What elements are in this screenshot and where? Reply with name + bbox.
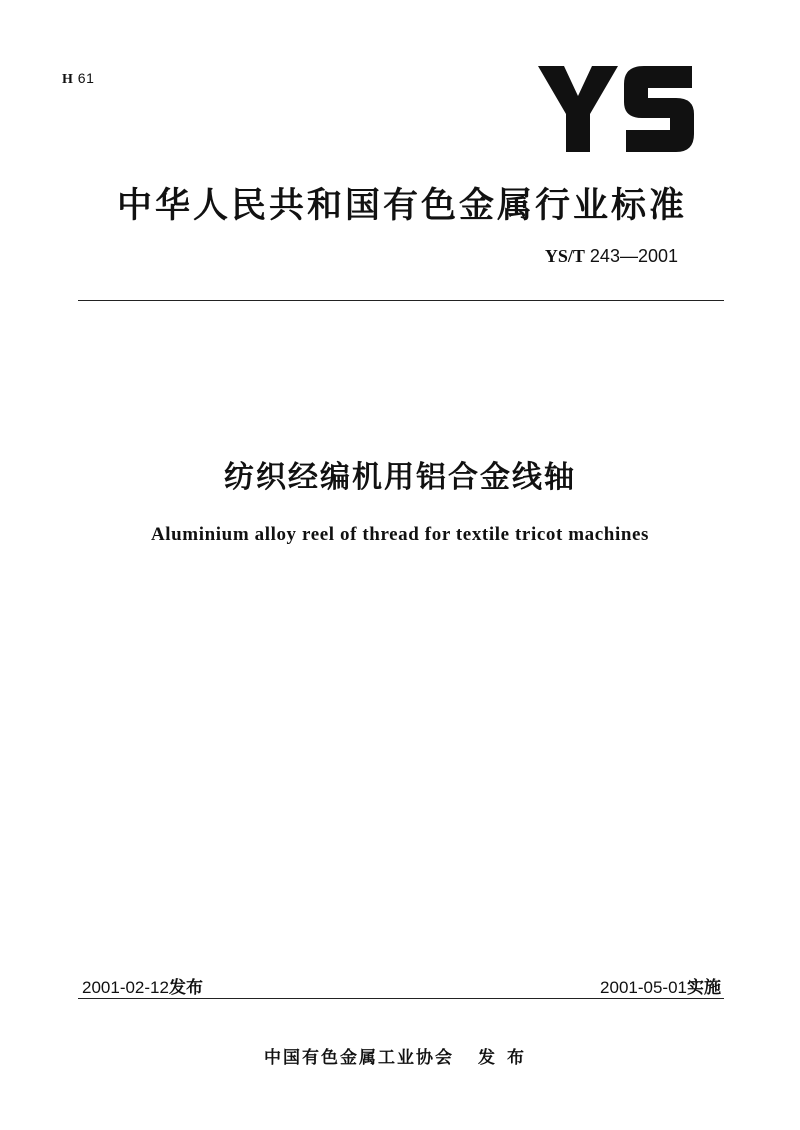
logo-text [538, 156, 539, 157]
classification-code-number: 61 [77, 70, 95, 86]
implementation-label: 实施 [687, 978, 721, 998]
issue-label: 发布 [168, 978, 203, 998]
issue-date-line [82, 973, 203, 998]
ys-logo [538, 62, 698, 156]
ys-logo-graphic [538, 62, 698, 156]
footer-divider [78, 998, 724, 999]
implementation-date: 2001-05-01 [600, 978, 687, 997]
header-divider [78, 300, 724, 301]
standard-number-rest: 243—2001 [589, 246, 678, 266]
publisher-action: 发布 [478, 1048, 536, 1068]
standard-category-title: 中华人民共和国有色金属行业标准 [116, 186, 687, 226]
publisher-name: 中国有色金属工业协会 [264, 1048, 454, 1068]
document-title-english: Aluminium alloy reel of thread for textile tricot machines [150, 524, 650, 545]
standard-number-prefix: YS/T [544, 246, 585, 266]
document-title-chinese: 纺织经编机用铝合金线轴 [224, 460, 576, 495]
classification-code-prefix: H [62, 72, 74, 87]
implementation-date-line [600, 973, 721, 998]
standard-number [545, 246, 678, 267]
classification-code [62, 70, 94, 88]
publisher-line [0, 1043, 800, 1068]
issue-date: 2001-02-12 [82, 978, 169, 997]
